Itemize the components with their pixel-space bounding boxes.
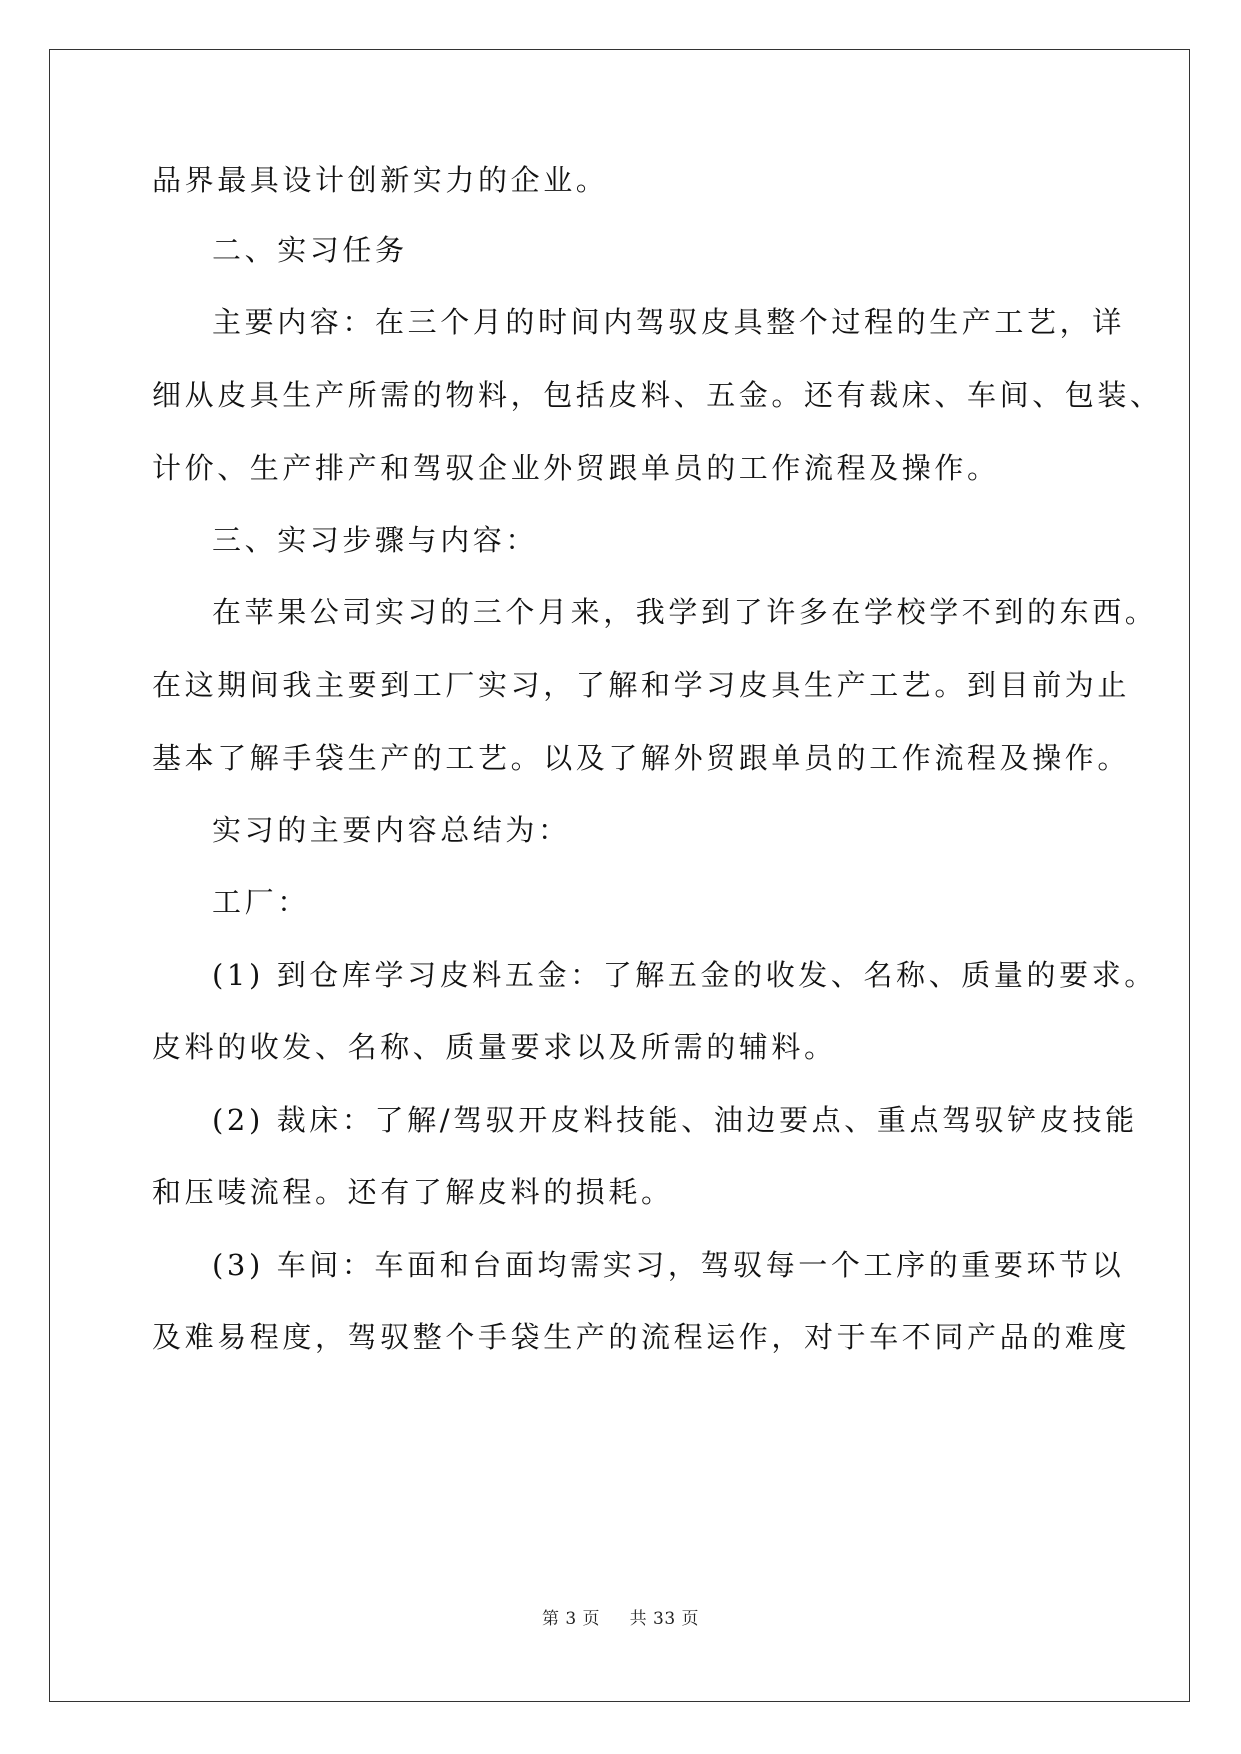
paragraph-line: 工厂： xyxy=(212,885,310,919)
paragraph-line: 基本了解手袋生产的工艺。以及了解外贸跟单员的工作流程及操作。 xyxy=(152,741,1131,775)
page-number: 第 3 页 xyxy=(541,1609,601,1629)
paragraph-line: 计价、生产排产和驾驭企业外贸跟单员的工作流程及操作。 xyxy=(152,451,1000,485)
paragraph-line: 实习的主要内容总结为： xyxy=(212,813,571,847)
list-item: (3) 车间：车面和台面均需实习，驾驭每一个工序的重要环节以 xyxy=(212,1248,1125,1282)
page-footer xyxy=(0,1604,1241,1629)
section-heading: 三、实习步骤与内容： xyxy=(212,523,539,557)
paragraph-line: 在苹果公司实习的三个月来，我学到了许多在学校学不到的东西。 xyxy=(212,595,1158,629)
paragraph-line: 品界最具设计创新实力的企业。 xyxy=(152,163,609,197)
list-item: (2) 裁床：了解/驾驭开皮料技能、油边要点、重点驾驭铲皮技能 xyxy=(212,1103,1138,1137)
page-total: 共 33 页 xyxy=(629,1609,700,1629)
paragraph-line: 及难易程度，驾驭整个手袋生产的流程运作，对于车不同产品的难度 xyxy=(152,1320,1131,1354)
section-heading: 二、实习任务 xyxy=(212,233,408,267)
paragraph-line: 在这期间我主要到工厂实习，了解和学习皮具生产工艺。到目前为止 xyxy=(152,668,1131,702)
list-item: (1) 到仓库学习皮料五金：了解五金的收发、名称、质量的要求。 xyxy=(212,958,1157,992)
paragraph-line: 细从皮具生产所需的物料，包括皮料、五金。还有裁床、车间、包装、 xyxy=(152,378,1163,412)
paragraph-line: 皮料的收发、名称、质量要求以及所需的辅料。 xyxy=(152,1030,837,1064)
paragraph-line: 主要内容：在三个月的时间内驾驭皮具整个过程的生产工艺，详 xyxy=(212,305,1125,339)
paragraph-line: 和压唛流程。还有了解皮料的损耗。 xyxy=(152,1175,674,1209)
page-border xyxy=(49,49,1190,1702)
